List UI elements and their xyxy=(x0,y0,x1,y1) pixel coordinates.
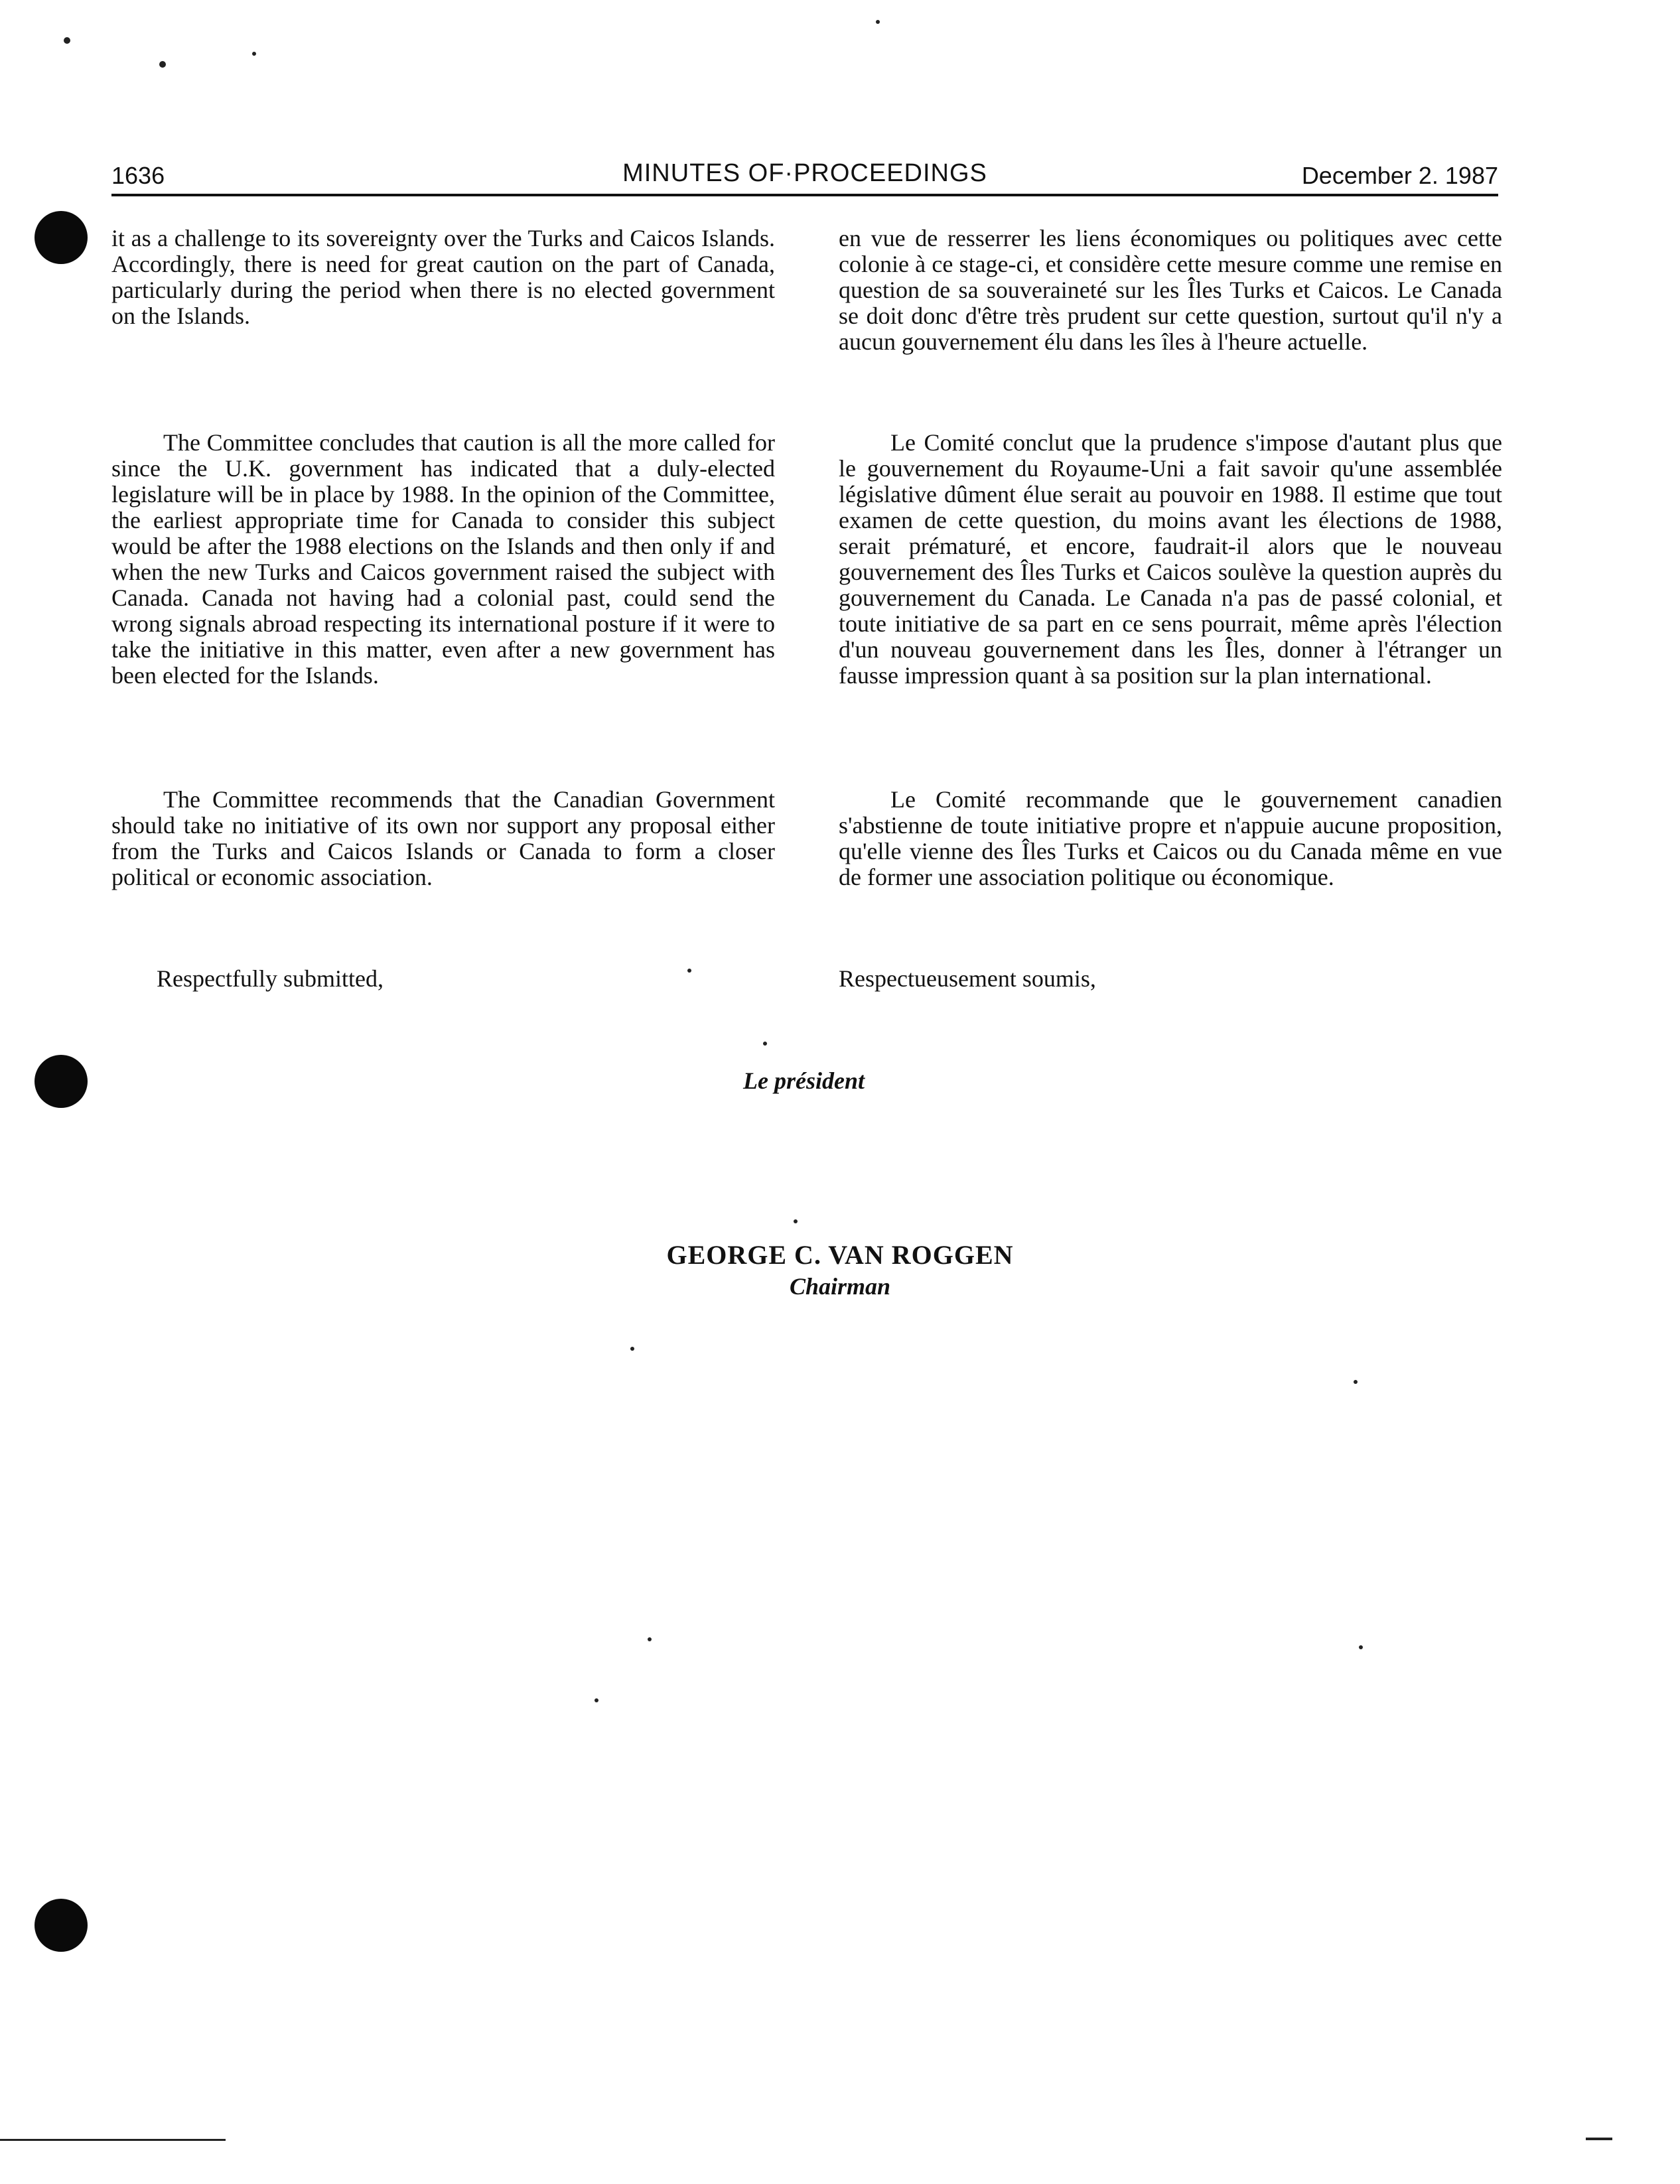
english-closing: Respectfully submitted, xyxy=(157,965,384,992)
binder-hole-middle xyxy=(35,1055,88,1108)
bottom-scan-line xyxy=(0,2139,226,2141)
scan-speck xyxy=(794,1219,798,1223)
french-paragraph-2: Le Comité conclut que la prudence s'impose d'autant plus que le gouvernement du Royaume-Uni a fait savoir qu'une assemblée législative dûment élue serait au pouvoir en 1988. Il estime que tout examen de cette question, du moins avant les élections de 1988, serait prématuré, et encore, faudrait-il alors que le nouveau gouvernement des Îles Turks et Caicos soulève la question auprès du gouvernement du Canada. Le Canada n'a pas de passé colonial, et toute initiative de sa part en ce sens pourrait, même après l'élection d'un nouveau gouvernement dans les Îles, donner à l'étranger un fausse impression quant à sa position sur la plan international. xyxy=(839,429,1502,689)
french-paragraph-1: en vue de resserrer les liens économiques ou politiques avec cette colonie à ce stage-ci, et considère cette mesure comme une remise en question de sa souveraineté sur les Îles Turks et Caicos. Le Canada se doit donc d'être très prudent sur cette question, surtout qu'il n'y a aucun gouvernement élu dans les îles à l'heure actuelle. xyxy=(839,225,1502,355)
page-date: December 2. 1987 xyxy=(1301,162,1498,189)
scan-speck xyxy=(159,61,166,68)
scan-speck xyxy=(763,1042,767,1046)
english-paragraph-3: The Committee recommends that the Canadian Government should take no initiative of its own nor support any proposal either from the Turks and Caicos Islands or Canada to form a closer political or economic association. xyxy=(111,786,775,890)
french-paragraph-3: Le Comité recommande que le gouvernement canadien s'abstienne de toute initiative propre et n'appuie aucune proposition, qu'elle vienne des Îles Turks et Caicos ou du Canada même en vue de former une association politique ou économique. xyxy=(839,786,1502,890)
page-number: 1636 xyxy=(111,162,165,189)
scan-speck xyxy=(64,37,70,44)
header-rule xyxy=(111,194,1498,196)
french-closing: Respectueusement soumis, xyxy=(839,965,1096,992)
scan-speck xyxy=(595,1698,598,1702)
english-paragraph-2: The Committee concludes that caution is all the more called for since the U.K. government has indicated that a duly-elected legislature will be in place by 1988. In the opinion of the Committee, the earliest appropriate time for Canada to consider this subject would be after the 1988 elections on the Islands and then only if and when the new Turks and Caicos government raised the subject with Canada. Canada not having had a colonial past, could send the wrong signals abroad respecting its international posture if it were to take the initiative in this matter, even after a new government has been elected for the Islands. xyxy=(111,429,775,689)
english-paragraph-1: it as a challenge to its sovereignty over the Turks and Caicos Islands. Accordingly, there is need for great caution on the part of Canada, particularly during the period when there is no elected government on the Islands. xyxy=(111,225,775,329)
page-title: MINUTES OF·PROCEEDINGS xyxy=(622,159,987,187)
signatory-title: Chairman xyxy=(789,1273,891,1300)
scan-speck xyxy=(252,52,256,56)
page-header xyxy=(111,159,1498,191)
binder-hole-bottom xyxy=(35,1899,88,1952)
scan-speck xyxy=(1354,1380,1358,1384)
bottom-scan-mark xyxy=(1586,2138,1612,2140)
scan-speck xyxy=(876,20,880,24)
scan-speck xyxy=(687,969,691,973)
scan-speck xyxy=(1359,1645,1363,1649)
scan-speck xyxy=(630,1347,634,1351)
scan-speck xyxy=(648,1637,652,1641)
binder-hole-top xyxy=(35,211,88,264)
signatory-name: GEORGE C. VAN ROGGEN xyxy=(666,1240,1014,1270)
president-label: Le président xyxy=(743,1067,865,1094)
